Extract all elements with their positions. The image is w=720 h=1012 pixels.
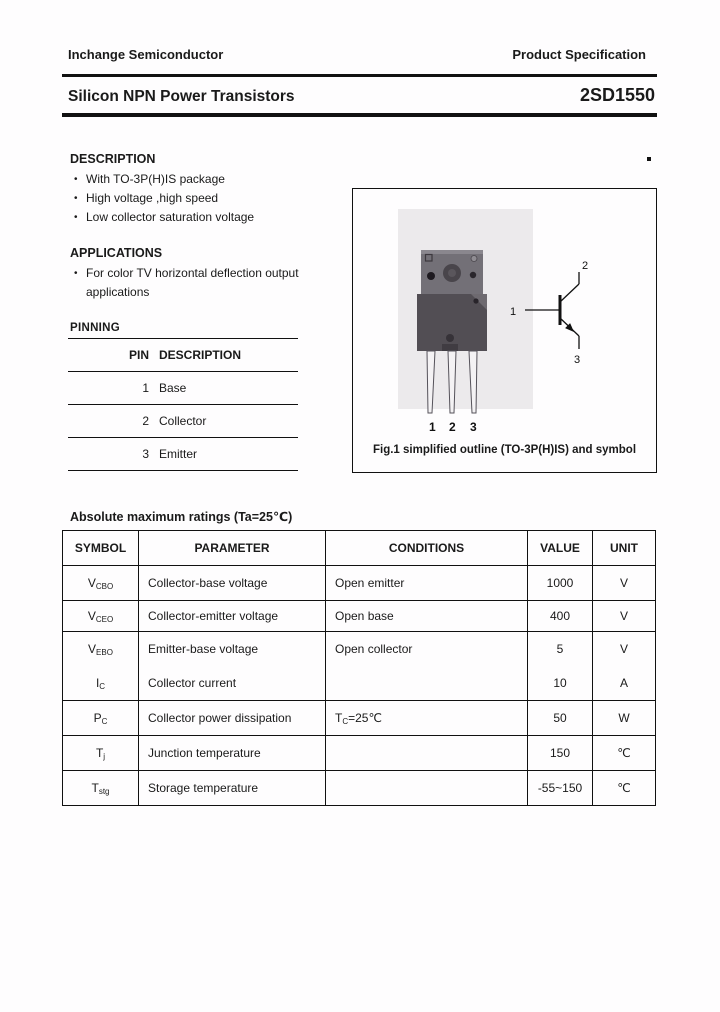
symbol-pin-label: 1	[510, 306, 517, 318]
ratings-header-row	[63, 531, 656, 566]
ratings-col-symbol: SYMBOL	[63, 531, 139, 566]
conditions-cell	[326, 736, 528, 771]
description-heading: DESCRIPTION	[70, 152, 156, 166]
parameter-cell: Collector power dissipation	[139, 701, 326, 736]
conditions-cell: $T_C=25℃$	[326, 701, 528, 736]
symbol-cell: $T_{stg}$	[63, 771, 139, 806]
parameter-cell: Emitter-base voltage	[139, 632, 326, 667]
ratings-row	[63, 771, 656, 806]
parameter-cell: Junction temperature	[139, 736, 326, 771]
ratings-row	[63, 666, 656, 701]
ratings-row	[63, 701, 656, 736]
unit-cell: V	[593, 566, 656, 601]
conditions-cell	[326, 666, 528, 701]
pin-description-cell: Base	[159, 372, 298, 405]
ratings-row	[63, 632, 656, 667]
ratings-col-unit: UNIT	[593, 531, 656, 566]
pin-description-cell: Emitter	[159, 438, 298, 471]
figure-box	[352, 188, 657, 473]
pinning-row	[68, 372, 298, 405]
value-cell: 50	[528, 701, 593, 736]
ratings-table	[62, 530, 656, 806]
photo-pin-label: 1	[429, 420, 436, 434]
photo-pin-label: 3	[470, 420, 477, 434]
print-artifact-dot	[647, 157, 651, 161]
description-item: • High voltage ,high speed	[74, 189, 254, 208]
pinning-col-description: DESCRIPTION	[159, 339, 298, 372]
header-rule	[62, 74, 657, 77]
ratings-row	[63, 736, 656, 771]
unit-cell: V	[593, 632, 656, 667]
parameter-cell: Collector-emitter voltage	[139, 601, 326, 632]
applications-list	[74, 264, 302, 302]
applications-heading: APPLICATIONS	[70, 246, 163, 260]
symbol-cell: $P_C$	[63, 701, 139, 736]
description-item: • With TO-3P(H)IS package	[74, 170, 254, 189]
conditions-cell: Open emitter	[326, 566, 528, 601]
parameter-cell: Collector current	[139, 666, 326, 701]
page-header	[68, 47, 646, 62]
pinning-table	[68, 338, 298, 471]
unit-cell: V	[593, 601, 656, 632]
pinning-row	[68, 405, 298, 438]
ratings-col-parameter: PARAMETER	[139, 531, 326, 566]
value-cell: 150	[528, 736, 593, 771]
unit-cell: ℃	[593, 771, 656, 806]
pinning-col-pin: PIN	[68, 339, 159, 372]
doc-type-label: Product Specification	[512, 47, 646, 62]
figure-illustration	[353, 189, 656, 472]
unit-cell: ℃	[593, 736, 656, 771]
pinning-row	[68, 438, 298, 471]
symbol-cell: $I_C$	[63, 666, 139, 701]
document-title: Silicon NPN Power Transistors	[68, 88, 295, 105]
ratings-row	[63, 566, 656, 601]
transistor-photo	[417, 250, 487, 434]
pin-description-cell: Collector	[159, 405, 298, 438]
parameter-cell: Collector-base voltage	[139, 566, 326, 601]
unit-cell: A	[593, 666, 656, 701]
ratings-col-conditions: CONDITIONS	[326, 531, 528, 566]
part-number: 2SD1550	[579, 85, 655, 105]
pinning-header-row	[68, 339, 298, 372]
pin-number-cell: 3	[68, 438, 159, 471]
photo-pin-label: 2	[449, 420, 456, 434]
npn-symbol-icon	[525, 272, 579, 349]
description-item: • Low collector saturation voltage	[74, 208, 254, 227]
unit-cell: W	[593, 701, 656, 736]
ratings-col-value: VALUE	[528, 531, 593, 566]
pinning-heading: PINNING	[70, 322, 121, 334]
conditions-cell: Open collector	[326, 632, 528, 667]
value-cell: 1000	[528, 566, 593, 601]
ratings-heading: Absolute maximum ratings (Ta=25℃)	[70, 510, 293, 524]
conditions-cell: Open base	[326, 601, 528, 632]
figure-caption: Fig.1 simplified outline (TO-3P(H)IS) and symbol	[372, 444, 637, 456]
conditions-cell	[326, 771, 528, 806]
company-name: Inchange Semiconductor	[68, 47, 224, 62]
parameter-cell: Storage temperature	[139, 771, 326, 806]
value-cell: 5	[528, 632, 593, 667]
pin-number-cell: 1	[68, 372, 159, 405]
symbol-cell: $T_j$	[63, 736, 139, 771]
value-cell: -55~150	[528, 771, 593, 806]
value-cell: 10	[528, 666, 593, 701]
symbol-cell: $V_{EBO}$	[63, 632, 139, 667]
pin-number-cell: 2	[68, 405, 159, 438]
applications-item: • For color TV horizontal deflection output applications	[74, 264, 302, 302]
value-cell: 400	[528, 601, 593, 632]
description-list	[74, 170, 254, 227]
symbol-cell: $V_{CEO}$	[63, 601, 139, 632]
symbol-cell: $V_{CBO}$	[63, 566, 139, 601]
title-rule	[62, 113, 657, 117]
ratings-row	[63, 601, 656, 632]
title-bar	[68, 85, 655, 106]
symbol-pin-label: 3	[574, 354, 581, 366]
symbol-pin-label: 2	[582, 260, 589, 272]
